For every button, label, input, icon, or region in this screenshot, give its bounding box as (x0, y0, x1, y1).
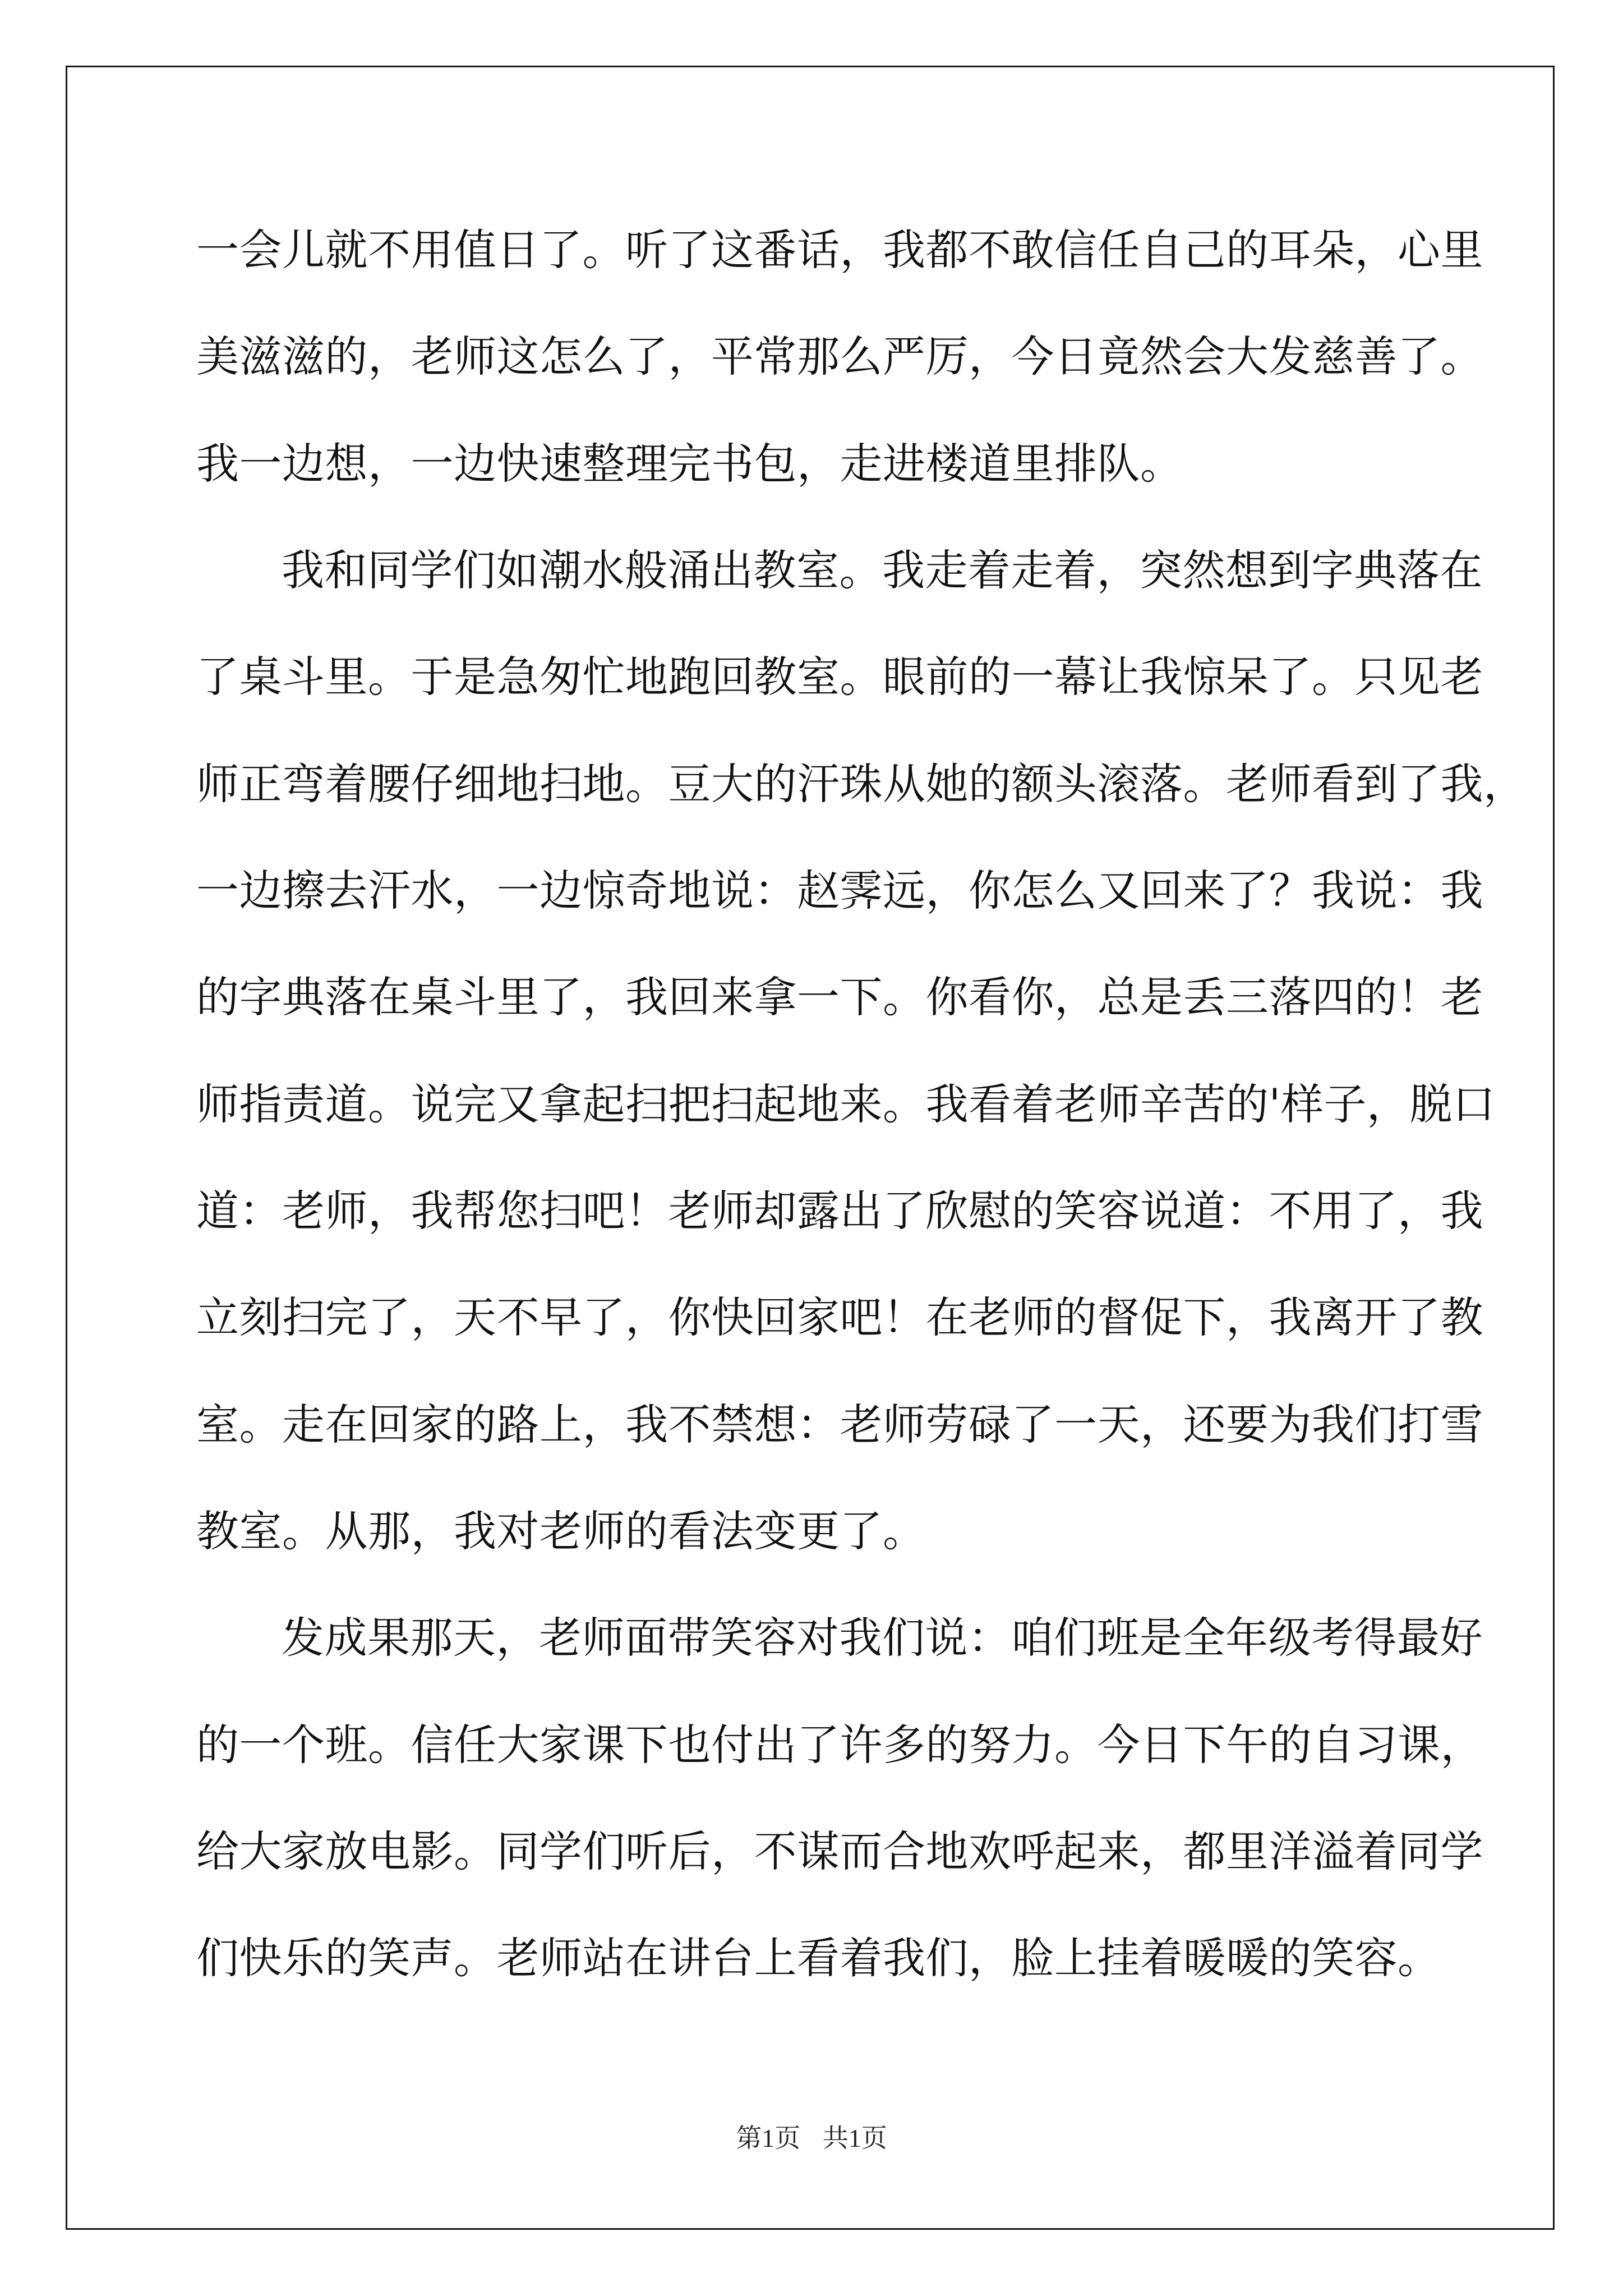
text-line: 教室。从那，我对老师的看法变更了。 (196, 1506, 926, 1556)
text-line: 了桌斗里。于是急匆忙地跑回教室。眼前的一幕让我惊呆了。只见老 (196, 652, 1483, 702)
page-footer (0, 2118, 1623, 2155)
text-line: 师指责道。说完又拿起扫把扫起地来。我看着老师辛苦的'样子，脱口 (196, 1079, 1496, 1129)
text-line: 我一边想，一边快速整理完书包，走进楼道里排队。 (196, 439, 1183, 489)
paragraph-first-line: 发成果那天，老师面带笑容对我们说：咱们班是全年级考得最好 (282, 1613, 1483, 1663)
text-line: 一会儿就不用值日了。听了这番话，我都不敢信任自己的耳朵，心里 (196, 225, 1483, 275)
text-line: 的一个班。信任大家课下也付出了许多的努力。今日下午的自习课， (196, 1720, 1483, 1770)
paragraph-first-line: 我和同学们如潮水般涌出教室。我走着走着，突然想到字典落在 (282, 545, 1483, 595)
text-line: 美滋滋的，老师这怎么了，平常那么严厉，今日竟然会大发慈善了。 (196, 332, 1483, 381)
text-line: 道：老师，我帮您扫吧！老师却露出了欣慰的笑容说道：不用了，我 (196, 1186, 1483, 1236)
text-line: 给大家放电影。同学们听后，不谋而合地欢呼起来，都里洋溢着同学 (196, 1826, 1483, 1876)
text-line: 的字典落在桌斗里了，我回来拿一下。你看你，总是丢三落四的！老 (196, 972, 1483, 1022)
text-line: 室。走在回家的路上，我不禁想：老师劳碌了一天，还要为我们打雪 (196, 1400, 1483, 1450)
text-line: 立刻扫完了，天不早了，你快回家吧！在老师的督促下，我离开了教 (196, 1292, 1483, 1342)
text-line: 们快乐的笑声。老师站在讲台上看着我们，脸上挂着暖暖的笑容。 (196, 1933, 1441, 1983)
text-line: 一边擦去汗水，一边惊奇地说：赵霁远，你怎么又回来了？我说：我 (196, 866, 1483, 915)
text-line: 师正弯着腰仔细地扫地。豆大的汗珠从她的额头滚落。老师看到了我， (196, 759, 1527, 809)
page-number: 第1页 (736, 2124, 801, 2152)
page-total: 共1页 (822, 2124, 887, 2152)
